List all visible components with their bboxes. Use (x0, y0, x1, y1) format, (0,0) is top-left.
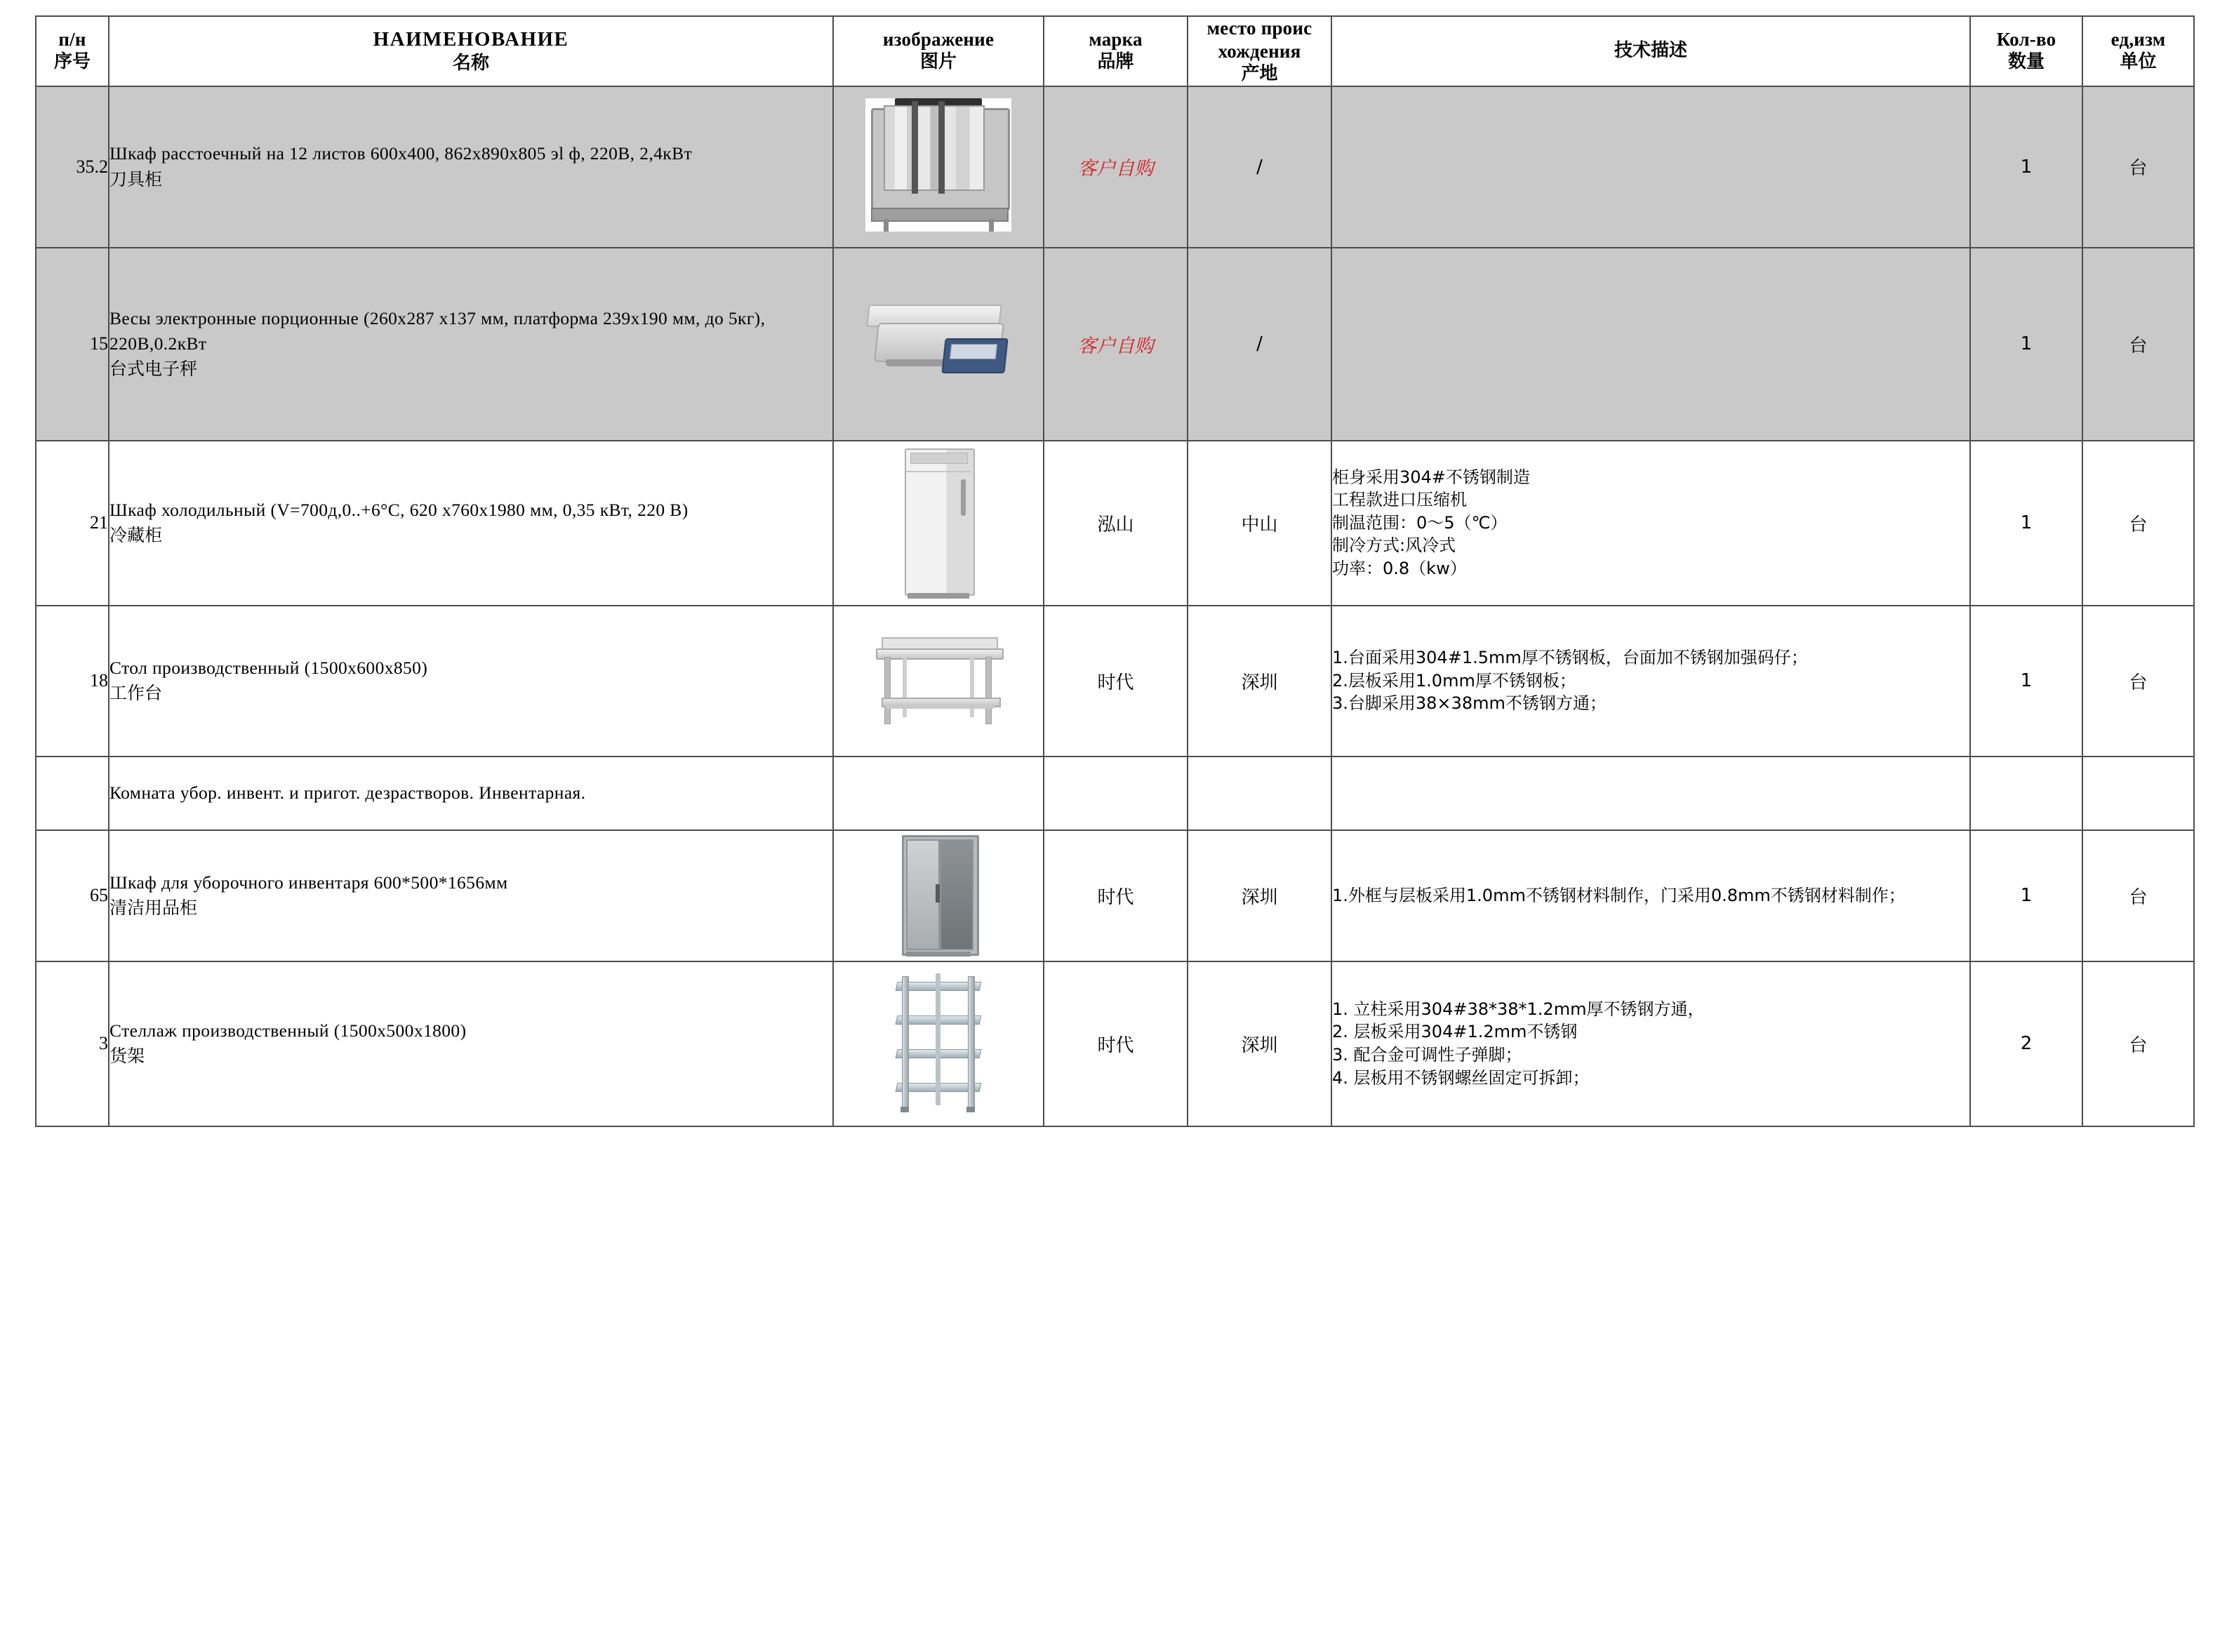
row-description (1331, 86, 1970, 248)
row-unit: 台 (2082, 606, 2194, 757)
col-header-description-cn: 技术描述 (1614, 39, 1687, 61)
col-header-origin-cn: 产地 (1241, 62, 1278, 84)
row-description (1331, 757, 1970, 830)
row-name: Шкаф холодильный (V=700д,0..+6°C, 620 x760x1980 мм, 0,35 кВт, 220 В) 冷藏柜 (109, 441, 833, 606)
table-row (36, 606, 2194, 757)
col-header-image-ru: изображение (882, 29, 995, 51)
row-number: 35.2 (36, 86, 109, 248)
row-quantity: 1 (1970, 606, 2082, 757)
proofing-cabinet-image (865, 98, 1011, 232)
row-brand: 时代 (1044, 606, 1188, 757)
row-image-cell (833, 441, 1044, 606)
col-header-number (36, 16, 109, 86)
row-name: Стеллаж производственный (1500x500x1800) 货架 (109, 961, 833, 1126)
row-unit: 台 (2082, 961, 2194, 1126)
row-image-cell (833, 86, 1044, 248)
col-header-image-cn: 图片 (919, 51, 957, 73)
work-table-image (872, 630, 1005, 728)
col-header-image (833, 16, 1044, 86)
equipment-spec-table (35, 15, 2195, 1127)
row-origin: 深圳 (1188, 961, 1331, 1126)
table-row (36, 961, 2194, 1126)
table-header (36, 16, 2194, 86)
electronic-scale-image (858, 286, 1019, 399)
col-header-name-cn: 名称 (452, 52, 489, 74)
row-unit: 台 (2082, 830, 2194, 961)
row-image-cell (833, 606, 1044, 757)
row-origin: / (1188, 248, 1331, 441)
col-header-unit-ru: ед,изм (2110, 29, 2166, 51)
row-number: 21 (36, 441, 109, 606)
col-header-brand-cn: 品牌 (1097, 51, 1134, 73)
col-header-unit-cn: 单位 (2120, 51, 2157, 73)
row-brand: 时代 (1044, 961, 1188, 1126)
row-quantity: 1 (1970, 441, 2082, 606)
row-unit: 台 (2082, 248, 2194, 441)
table-row (36, 248, 2194, 441)
col-header-origin (1188, 16, 1331, 86)
col-header-number-ru: п/н (58, 29, 86, 51)
cleaning-locker-image (896, 831, 980, 957)
row-quantity: 1 (1970, 248, 2082, 441)
row-brand: 客户自购 (1044, 248, 1188, 441)
row-number: 65 (36, 830, 109, 961)
table-row (36, 441, 2194, 606)
row-brand: 泓山 (1044, 441, 1188, 606)
table-body (36, 86, 2194, 1126)
shelving-rack-image (889, 972, 988, 1112)
row-name: Весы электронные порционные (260x287 x137 мм, платформа 239x190 мм, до 5кг), 220В,0.2кВт 台式电子秤 (109, 248, 833, 441)
row-name: Шкаф расстоечный на 12 листов 600x400, 862x890x805 эl ф, 220В, 2,4кВт 刀具柜 (109, 86, 833, 248)
col-header-quantity-ru: Кол-во (1996, 29, 2056, 51)
col-header-quantity-cn: 数量 (2007, 51, 2045, 73)
row-description: 柜身采用304#不锈钢制造 工程款进口压缩机 制温范围：0～5（℃） 制冷方式:风冷式 功率：0.8（kw） (1331, 441, 1970, 606)
header-row (36, 16, 2194, 86)
row-number (36, 757, 109, 830)
row-number: 3 (36, 961, 109, 1126)
row-unit (2082, 757, 2194, 830)
col-header-name-ru: НАИМЕНОВАНИЕ (373, 28, 569, 51)
col-header-number-cn: 序号 (53, 51, 91, 73)
row-origin: 深圳 (1188, 830, 1331, 961)
col-header-origin-ru: место проис хождения (1206, 18, 1312, 62)
row-image-cell (833, 961, 1044, 1126)
row-description (1331, 248, 1970, 441)
row-quantity (1970, 757, 2082, 830)
row-brand (1044, 757, 1188, 830)
col-header-description (1331, 16, 1970, 86)
row-image-cell (833, 248, 1044, 441)
row-image-cell (833, 830, 1044, 961)
row-origin (1188, 757, 1331, 830)
col-header-name (109, 16, 833, 86)
row-brand: 时代 (1044, 830, 1188, 961)
row-image-cell (833, 757, 1044, 830)
col-header-brand-ru: марка (1089, 29, 1143, 51)
row-number: 18 (36, 606, 109, 757)
table-row (36, 86, 2194, 248)
section-row (36, 757, 2194, 830)
row-origin: / (1188, 86, 1331, 248)
col-header-unit (2082, 16, 2194, 86)
row-name: Стол производственный (1500x600x850) 工作台 (109, 606, 833, 757)
row-brand: 客户自购 (1044, 86, 1188, 248)
row-unit: 台 (2082, 441, 2194, 606)
row-origin: 中山 (1188, 441, 1331, 606)
row-quantity: 2 (1970, 961, 2082, 1126)
row-quantity: 1 (1970, 86, 2082, 248)
col-header-brand (1044, 16, 1188, 86)
row-name: Шкаф для уборочного инвентаря 600*500*1656мм 清洁用品柜 (109, 830, 833, 961)
row-origin: 深圳 (1188, 606, 1331, 757)
refrigerator-cabinet-image (898, 443, 979, 600)
row-description: 1.台面采用304#1.5mm厚不锈钢板，台面加不锈钢加强码仔； 2.层板采用1.0mm厚不锈钢板； 3.台脚采用38×38mm不锈钢方通； (1331, 606, 1970, 757)
col-header-quantity (1970, 16, 2082, 86)
row-number: 15 (36, 248, 109, 441)
row-description: 1. 立柱采用304#38*38*1.2mm厚不锈钢方通， 2. 层板采用304#1.2mm不锈钢 3. 配合金可调性子弹脚； 4. 层板用不锈钢螺丝固定可拆卸； (1331, 961, 1970, 1126)
row-name: Комната убор. инвент. и пригот. дезрастворов. Инвентарная. (109, 757, 833, 830)
row-description: 1.外框与层板采用1.0mm不锈钢材料制作，门采用0.8mm不锈钢材料制作； (1331, 830, 1970, 961)
row-unit: 台 (2082, 86, 2194, 248)
table-row (36, 830, 2194, 961)
row-quantity: 1 (1970, 830, 2082, 961)
